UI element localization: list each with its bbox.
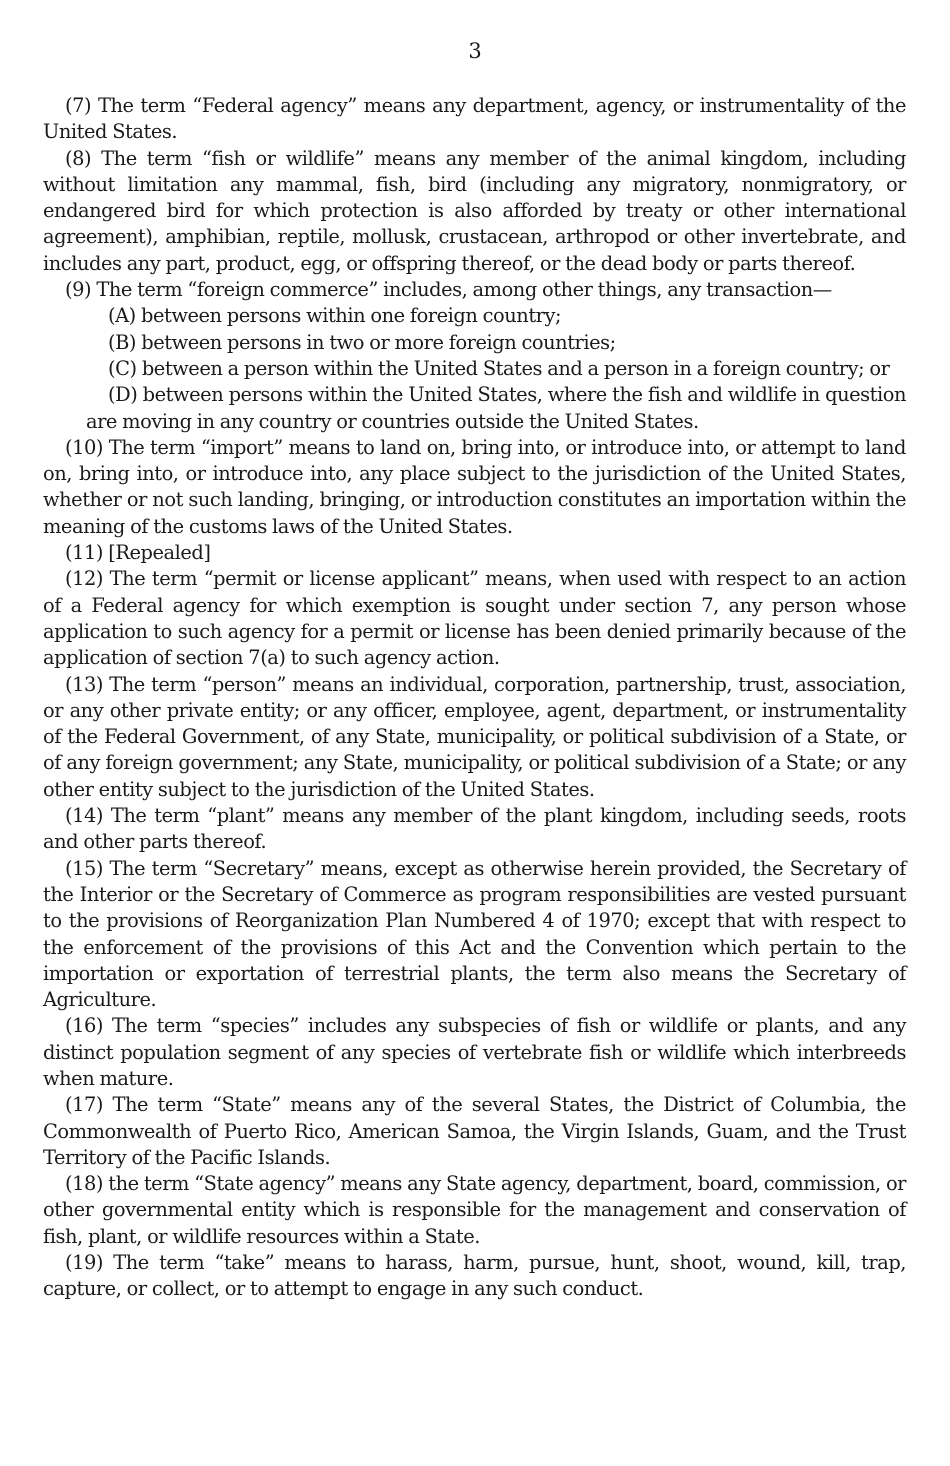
definition-9: (9) The term “foreign commerce” includes, among other things, any transaction— [65,278,832,302]
definition-8: (8) The term “fish or wildlife” means any member of the animal kingdom, including without limitation any mammal, fish, bird (including any migratory, nonmigratory, or endangered bird for which protection is also afforded by treaty or other international agreement), amphibian, reptile, mollusk, crustacean, arthropod or other invertebrate, and includes any part, product, egg, or offspring thereof, or the dead body or parts thereof. [43,146,906,275]
definition-9-item-c: (C) between a person within the United States and a person in a foreign country; or [108,356,890,380]
definition-14: (14) The term “plant” means any member of the plant kingdom, including seeds, roots and other parts thereof. [43,804,906,854]
definition-18: (18) the term “State agency” means any State agency, department, board, commission, or other governmental entity which is responsible for the management and conservation of fish, plant, or wildlife resources within a State. [43,1172,906,1248]
page-number: 3 [468,39,482,63]
definition-13: (13) The term “person” means an individual, corporation, partnership, trust, association, or any other private entity; or any officer, employee, agent, department, or instrumentality of the Federal Government, of any State, municipality, or political subdivision of a State, or of any foreign government; any State, municipality, or political subdivision of a State; or any other entity subject to the jurisdiction of the United States. [43,672,906,801]
document-body [43,93,906,1303]
definition-9-item-a: (A) between persons within one foreign country; [108,304,562,328]
definition-17: (17) The term “State” means any of the several States, the District of Columbia, the Commonwealth of Puerto Rico, American Samoa, the Virgin Islands, Guam, and the Trust Territory of the Pacific Islands. [43,1093,906,1169]
definition-10: (10) The term “import” means to land on, bring into, or introduce into, or attempt to land on, bring into, or introduce into, any place subject to the jurisdiction of the United States, whether or not such landing, bringing, or introduction constitutes an importation within the meaning of the customs laws of the United States. [43,435,906,538]
definition-7: (7) The term “Federal agency” means any department, agency, or instrumentality of the United States. [43,94,906,144]
definition-16: (16) The term “species” includes any subspecies of fish or wildlife or plants, and any distinct population segment of any species of vertebrate fish or wildlife which interbreeds when mature. [43,1014,906,1090]
definition-9-item-b: (B) between persons in two or more foreign countries; [108,330,616,354]
definition-11: (11) [Repealed] [65,541,211,565]
definition-9-item-d: (D) between persons within the United States, where the fish and wildlife in question are moving in any country or countries outside the United States. [86,383,906,433]
definition-15: (15) The term “Secretary” means, except as otherwise herein provided, the Secretary of the Interior or the Secretary of Commerce as program responsibilities are vested pursuant to the provisions of Reorganization Plan Numbered 4 of 1970; except that with respect to the enforcement of the provisions of this Act and the Convention which pertain to the importation or exportation of terrestrial plants, the term also means the Secretary of Agriculture. [43,856,906,1012]
definition-12: (12) The term “permit or license applicant” means, when used with respect to an action of a Federal agency for which exemption is sought under section 7, any person whose application to such agency for a permit or license has been denied primarily because of the application of section 7(a) to such agency action. [43,567,906,670]
definition-19: (19) The term “take” means to harass, harm, pursue, hunt, shoot, wound, kill, trap, capture, or collect, or to attempt to engage in any such conduct. [43,1251,906,1301]
